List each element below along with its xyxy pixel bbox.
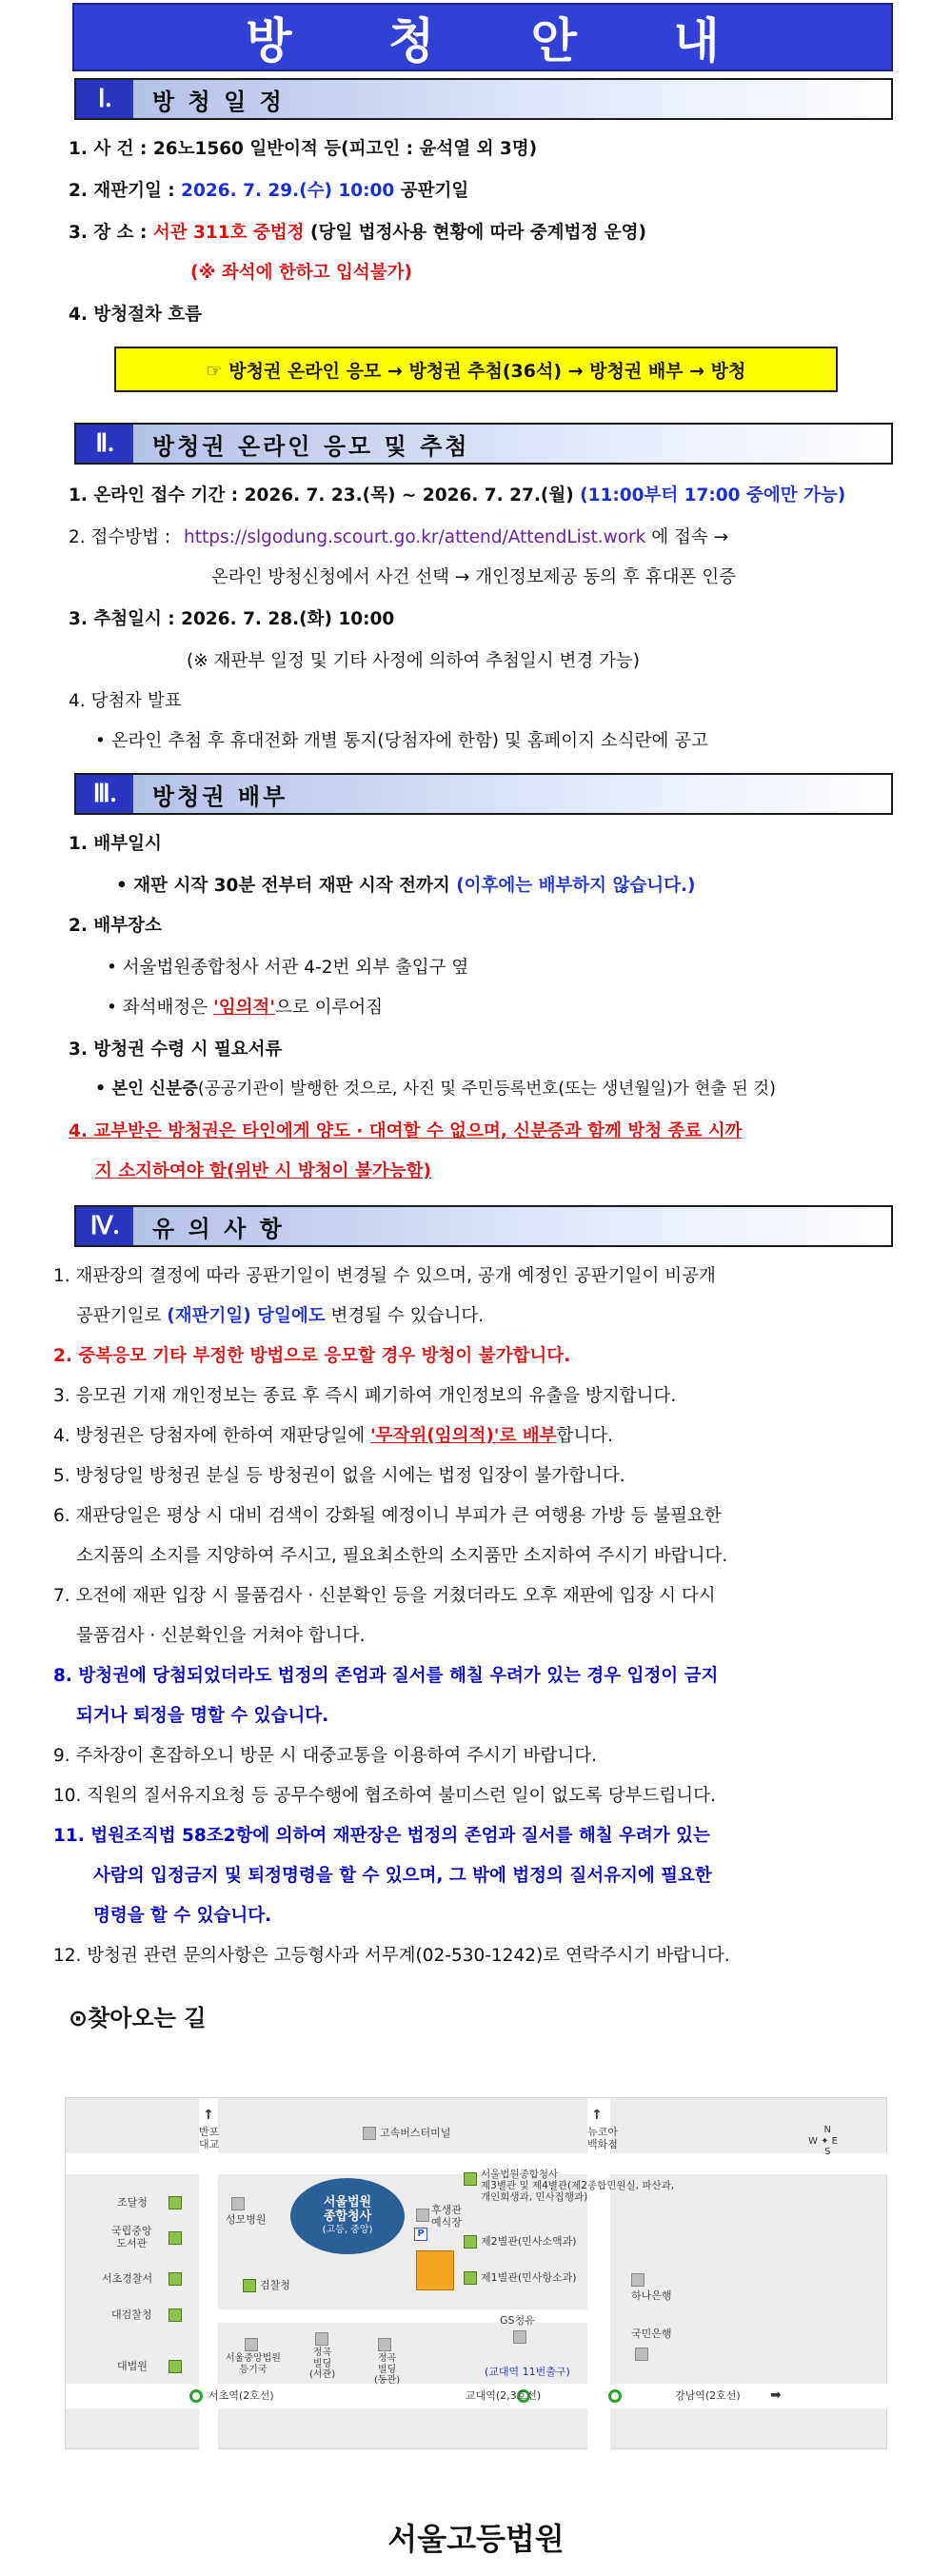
- notice-12: 12. 방청권 관련 문의사항은 고등형사과 서무계(02-530-1242)로 연락주시기 바랍니다.: [53, 1946, 730, 1966]
- notice-3: 3. 응모권 기재 개인정보는 종료 후 즉시 폐기하여 개인정보의 유출을 방지합니다.: [53, 1386, 677, 1406]
- flow-label: 4. 방청절차 흐름: [69, 305, 203, 325]
- parking-icon: P: [414, 2228, 427, 2241]
- compass-icon: N W ✦ E S: [808, 2125, 838, 2157]
- page-title: 방 청 안 내: [246, 13, 760, 69]
- east-arrow-icon: ➡: [770, 2388, 782, 2403]
- bus-terminal-icon: [363, 2127, 376, 2140]
- distribution-time-detail: • 재판 시작 30분 전부터 재판 시작 전까지: [116, 876, 450, 896]
- notice-11b: 사람의 입정금지 및 퇴정명령을 할 수 있으며, 그 밖에 법정의 질서유지에 필요한: [93, 1866, 712, 1886]
- notice-4-em: '무작위(임의적)'로 배부: [370, 1426, 557, 1446]
- library-icon: [169, 2231, 182, 2245]
- distribution-time-line: [116, 876, 695, 897]
- notice-1b-pre: 공판기일로: [76, 1306, 168, 1326]
- apply-period-time: (11:00부터 17:00 중에만 가능): [580, 485, 846, 505]
- required-docs-rest: (공공기관이 발행한 것으로, 사진 및 주민등록번호(또는 생년월일)가 현출 된 것): [197, 1080, 776, 1099]
- map-welfare: 후생관 예식장: [431, 2204, 462, 2229]
- notice-8a: 8. 방청권에 당첨되었더라도 법정의 존엄과 질서를 해칠 우려가 있는 경우 입정이 금지: [53, 1666, 719, 1686]
- date-line: [69, 181, 468, 202]
- notice-6b: 소지품의 소지를 지양하여 주시고, 필요최소한의 소지품만 소지하여 주시기 바랍니다.: [76, 1546, 728, 1566]
- notice-4-post: 합니다.: [556, 1426, 614, 1446]
- date-label: 2. 재판기일 :: [69, 181, 175, 201]
- court-building-icon: [416, 2250, 454, 2290]
- section-1-title: 방 청 일 정: [152, 88, 285, 115]
- seat-assign-pre: • 좌석배정은: [107, 998, 214, 1018]
- jeonggok-e-icon: [378, 2338, 391, 2351]
- location-map[interactable]: [65, 2097, 887, 2449]
- section-1-header: [74, 78, 893, 120]
- apply-method-suffix: 에 접속 →: [651, 527, 729, 547]
- seat-note: (※ 좌석에 한하고 입석불가): [190, 263, 412, 283]
- supreme-icon: [169, 2360, 182, 2373]
- section-2-title: 방청권 온라인 응모 및 추첨: [152, 432, 470, 460]
- apply-method-label: 2. 접수방법 :: [69, 527, 171, 547]
- place-line: [69, 223, 646, 244]
- map-gangnam-station: 강남역(2호선): [675, 2389, 741, 2402]
- procedure-flow-text: ☞ 방청권 온라인 응모 → 방청권 추첨(36석) → 방청권 배부 → 방청: [206, 360, 746, 382]
- map-complex: 서울법원종합청사 제3별관 및 제4별관(제2종합민원실, 파산과, 개인회생과, 민사집행과): [481, 2169, 675, 2204]
- kookmin-icon: [635, 2348, 648, 2361]
- notice-1b-post: 변경될 수 있습니다.: [325, 1306, 485, 1326]
- hana-icon: [631, 2273, 645, 2287]
- court-name-footer: 서울고등법원: [387, 2521, 565, 2557]
- gs-icon: [513, 2330, 526, 2344]
- transfer-warning-line2: 지 소지하여야 함(위반 시 방청이 불가능함): [95, 1161, 431, 1181]
- map-seocho-police: 서초경찰서: [102, 2272, 153, 2285]
- section-3-title: 방청권 배부: [152, 783, 288, 810]
- annex1-icon: [464, 2271, 477, 2285]
- notice-1b: [76, 1306, 484, 1327]
- court-marker[interactable]: [290, 2178, 405, 2254]
- distribution-place-label: 2. 배부장소: [69, 916, 162, 936]
- notice-6a: 6. 재판당일은 평상 시 대비 검색이 강화될 예정이니 부피가 큰 여행용 가방 등 불필요한: [53, 1506, 722, 1526]
- daegeom-icon: [169, 2308, 182, 2322]
- complex-icon: [464, 2172, 477, 2186]
- notice-4: [53, 1426, 613, 1447]
- winner-detail: • 온라인 추첨 후 휴대전화 개별 통지(당첨자에 한함) 및 홈페이지 소식란에 공고: [95, 731, 709, 751]
- notice-7b: 물품검사 · 신분확인을 거쳐야 합니다.: [76, 1626, 366, 1646]
- jodal-icon: [169, 2196, 182, 2209]
- map-seocho-station: 서초역(2호선): [208, 2389, 274, 2402]
- gangnam-station-icon: [608, 2389, 622, 2403]
- map-bus-terminal: 고속버스터미널: [380, 2127, 451, 2139]
- draw-date-note: (※ 재판부 일정 및 기타 사정에 의하여 추첨일시 변경 가능): [187, 651, 641, 671]
- map-gyodae-station: 교대역(2,3호선): [466, 2389, 542, 2402]
- distribution-place-detail2: [107, 998, 383, 1019]
- map-jeonggok-w: 정곡 빌딩 (서관): [309, 2348, 336, 2380]
- section-2-number: Ⅱ.: [76, 425, 133, 463]
- required-docs-bold: • 본인 신분증: [95, 1080, 198, 1099]
- place-suffix: (당일 법정사용 현황에 따라 중계법정 운영): [310, 223, 646, 243]
- notice-5: 5. 방청당일 방청권 분실 등 방청권이 없을 시에는 법정 입장이 불가합니다.: [53, 1466, 625, 1486]
- case-value: 26노1560 일반이적 등(피고인 : 윤석열 외 3명): [152, 139, 538, 159]
- map-supreme: 대법원: [117, 2360, 148, 2372]
- page-title-banner: [72, 3, 893, 71]
- central-reg-icon: [245, 2338, 258, 2351]
- apply-url-link[interactable]: https://slgodung.scourt.go.kr/attend/AttendList.work: [184, 527, 646, 547]
- map-road-right: [587, 2098, 610, 2450]
- annex2-icon: [464, 2235, 477, 2249]
- map-annex1: 제1별관(민사항소과): [481, 2271, 577, 2284]
- distribution-time-label: 1. 배부일시: [69, 834, 162, 854]
- map-prosecution: 검찰청: [260, 2279, 290, 2291]
- notice-11a: 11. 법원조직법 58조2항에 의하여 재판장은 법정의 존엄과 질서를 해칠 우려가 있는: [53, 1826, 710, 1846]
- notice-1a: 1. 재판장의 결정에 따라 공판기일이 변경될 수 있으며, 공개 예정인 공판기일이 비공개: [53, 1266, 716, 1286]
- notice-9: 9. 주차장이 혼잡하오니 방문 시 대중교통을 이용하여 주시기 바랍니다.: [53, 1746, 597, 1766]
- map-annex2: 제2별관(민사소액과): [481, 2235, 577, 2248]
- date-value: 2026. 7. 29.(수) 10:00: [181, 181, 395, 201]
- map-gs: GS청유: [500, 2314, 535, 2327]
- north-arrow-left: ↑: [203, 2108, 214, 2123]
- map-jeonggok-e: 정곡 빌딩 (동관): [374, 2353, 401, 2386]
- notice-2: 2. 중복응모 기타 부정한 방법으로 응모할 경우 방청이 불가합니다.: [53, 1346, 571, 1366]
- notice-7a: 7. 오전에 재판 입장 시 물품검사 · 신분확인 등을 거쳤더라도 오후 재판에 입장 시 다시: [53, 1586, 716, 1606]
- procedure-flow-box: [114, 347, 838, 392]
- section-4-header: [74, 1205, 893, 1247]
- case-label: 1. 사 건 :: [69, 139, 148, 159]
- map-court-name: 서울법원 종합청사: [323, 2195, 372, 2225]
- apply-method-line: [69, 527, 728, 548]
- map-banpo: 반포 대교: [199, 2126, 220, 2150]
- seocho-station-icon: [189, 2389, 203, 2403]
- required-docs-detail: [95, 1080, 776, 1100]
- apply-method-line2: 온라인 방청신청에서 사건 선택 → 개인정보제공 동의 후 휴대폰 인증: [211, 567, 736, 587]
- section-4-number: Ⅳ.: [76, 1207, 133, 1245]
- map-daegeom: 대검찰청: [111, 2308, 152, 2321]
- draw-date-line: 3. 추첨일시 : 2026. 7. 28.(화) 10:00: [69, 609, 395, 629]
- notice-4-pre: 4. 방청권은 당첨자에 한하여 재판당일에: [53, 1426, 370, 1446]
- notice-1b-em: (재판기일) 당일에도: [167, 1306, 326, 1326]
- seongmo-icon: [231, 2197, 245, 2210]
- notice-11c: 명령을 할 수 있습니다.: [93, 1906, 272, 1926]
- north-arrow-right: ↑: [591, 2108, 603, 2123]
- distribution-time-note: (이후에는 배부하지 않습니다.): [456, 876, 696, 896]
- notice-10: 10. 직원의 질서유지요청 등 공무수행에 협조하여 불미스런 일이 없도록 당부드립니다.: [53, 1786, 716, 1806]
- section-3-number: Ⅲ.: [76, 775, 133, 813]
- section-1-number: Ⅰ.: [76, 80, 133, 118]
- map-central-reg: 서울중앙법원 등기국: [226, 2353, 281, 2375]
- directions-heading: ⊙찾아오는 길: [69, 2005, 207, 2031]
- section-4-title: 유 의 사 항: [152, 1215, 285, 1242]
- map-newcore: 뉴코아 백화점: [587, 2126, 618, 2150]
- section-2-header: [74, 423, 893, 465]
- prosecution-icon: [243, 2279, 256, 2292]
- seat-assign-post: 으로 이루어짐: [274, 998, 384, 1018]
- map-road-top: [66, 2153, 888, 2174]
- seat-assign-em: '임의적': [213, 998, 275, 1018]
- map-exit11: (교대역 11번출구): [485, 2366, 570, 2378]
- map-kookmin: 국민은행: [631, 2328, 672, 2340]
- transfer-warning-line1: 4. 교부받은 방청권은 타인에게 양도 · 대여할 수 없으며, 신분증과 함께 방청 종료 시까: [69, 1121, 743, 1141]
- apply-period-line: [69, 485, 845, 506]
- required-docs-label: 3. 방청권 수령 시 필요서류: [69, 1040, 283, 1060]
- jeonggok-w-icon: [315, 2332, 328, 2346]
- section-3-header: [74, 773, 893, 815]
- place-value: 서관 311호 중법정: [152, 223, 305, 243]
- place-label: 3. 장 소 :: [69, 223, 148, 243]
- case-line: [69, 139, 537, 160]
- map-hana: 하나은행: [631, 2289, 672, 2302]
- date-suffix: 공판기일: [400, 181, 469, 201]
- apply-period-label: 1. 온라인 접수 기간 : 2026. 7. 23.(목) ~ 2026. 7. 27.(월): [69, 485, 574, 505]
- map-seongmo: 성모병원: [226, 2213, 267, 2226]
- seocho-police-icon: [169, 2272, 182, 2286]
- winner-label: 4. 당첨자 발표: [69, 691, 182, 711]
- distribution-place-detail1: • 서울법원종합청사 서관 4-2번 외부 출입구 옆: [107, 958, 469, 978]
- map-jodal: 조달청: [117, 2196, 148, 2209]
- notice-8b: 되거나 퇴정을 명할 수 있습니다.: [76, 1706, 329, 1726]
- welfare-icon: [416, 2209, 429, 2222]
- map-library: 국립중앙 도서관: [111, 2225, 152, 2249]
- map-court-sub: (고등, 중앙): [322, 2225, 373, 2236]
